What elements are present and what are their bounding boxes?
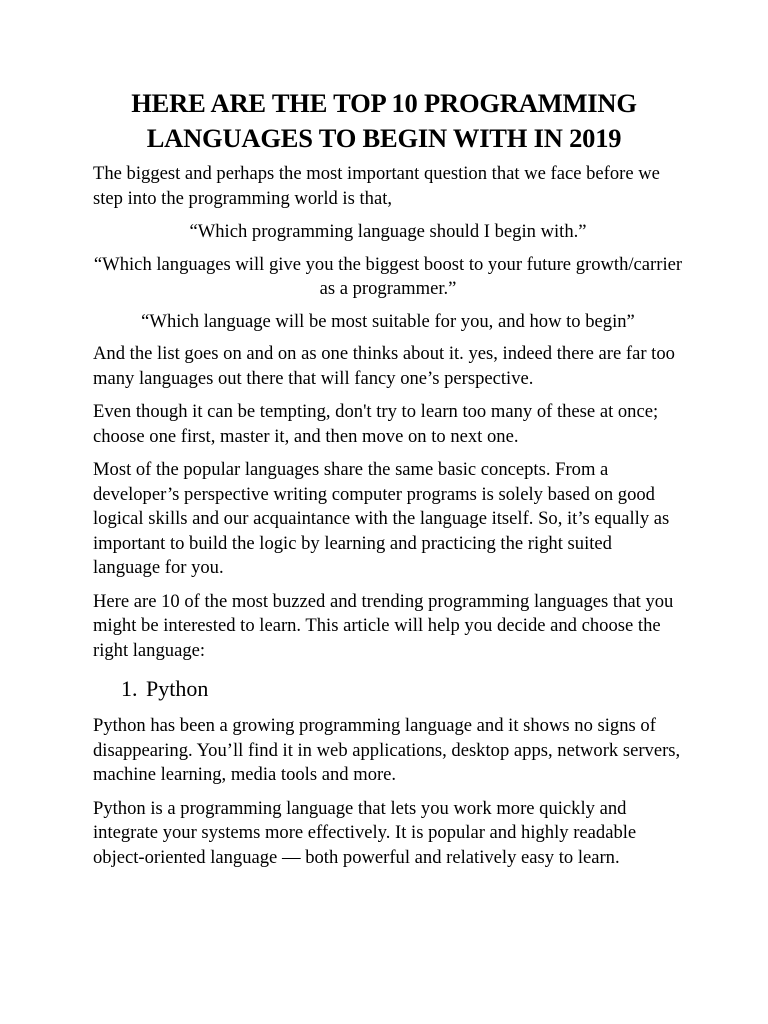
- quote-begin-with: “Which programming language should I begin with.”: [189, 221, 587, 242]
- python-paragraph-2: Python is a programming language that lets you work more quickly and integrate your systems more effectively. It is popular and highly readable object-oriented language — both powerful and relatively easy to learn.: [93, 797, 637, 868]
- here-are-paragraph: Here are 10 of the most buzzed and trending programming languages that you might be interested to learn. This article will help you decide and choose the right language:: [93, 590, 674, 661]
- section-heading-python: [93, 675, 683, 703]
- list-goes-on-paragraph: And the list goes on and on as one thinks about it. yes, indeed there are far too many languages out there that will fancy one’s perspective.: [93, 343, 675, 389]
- section-title: Python: [146, 676, 209, 701]
- tempting-paragraph: Even though it can be tempting, don't try to learn too many of these at once; choose one first, master it, and then move on to next one.: [93, 401, 659, 447]
- intro-paragraph: The biggest and perhaps the most important question that we face before we step into the programming world is that,: [93, 163, 660, 209]
- page-title: HERE ARE THE TOP 10 PROGRAMMING LANGUAGES TO BEGIN WITH IN 2019: [131, 88, 637, 153]
- quote-most-suitable: “Which language will be most suitable for you, and how to begin”: [141, 310, 635, 332]
- concepts-paragraph: Most of the popular languages share the same basic concepts. From a developer’s perspective writing computer programs is solely based on good logical skills and our acquaintance with the language itself. So, it’s equally as important to build the logic by learning and practicing the right suited language for you.: [93, 459, 670, 578]
- quote-biggest-boost: “Which languages will give you the biggest boost to your future growth/carrier as a programmer.”: [93, 253, 683, 299]
- article-body: [93, 162, 683, 879]
- section-number: 1.: [121, 676, 138, 701]
- python-paragraph-1: Python has been a growing programming language and it shows no signs of disappearing. You’ll find it in web applications, desktop apps, network servers, machine learning, media tools and more.: [93, 715, 681, 785]
